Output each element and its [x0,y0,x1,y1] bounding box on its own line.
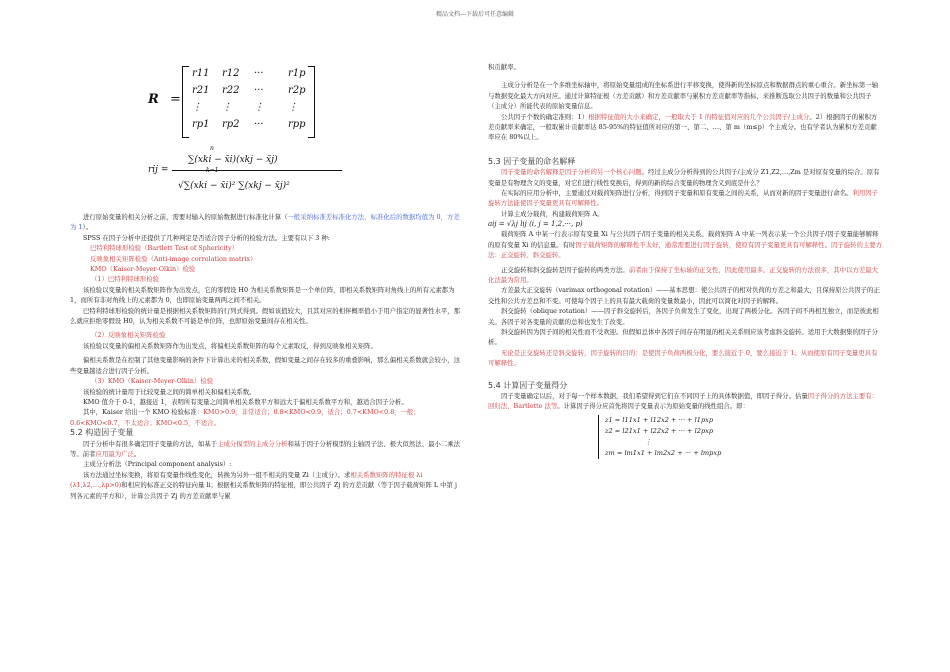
text: ）。 [82,223,93,232]
matrix-cell: rp2 [222,119,240,130]
section-heading: 5.4 计算因子变量得分 [488,380,568,390]
test-item: 反映象相关矩阵检验（Anti-image correlation matrix） [90,254,257,263]
paragraph [488,188,883,209]
test-item: KMO（Kaiser-Meyer-Olkin）检验 [90,265,196,274]
text: 因子变量确定以后，对于每一个样本数据，我们希望得到它们在不同因子上的具体数据值，即因子得分。估量 [501,391,808,400]
paragraph [488,167,883,188]
matrix-grid [192,66,318,132]
subheading: （1）巴特利特球形检验 [91,275,159,284]
loading-formula: aij = √λj lij (i, j = 1,2,···, p) [488,220,583,229]
matrix-left-bracket [182,66,189,138]
text: 正交旋转和斜交旋转是因子旋转的两类方法。 [501,265,629,274]
left-column [70,212,465,501]
section-heading: 5.3 因子变量的命名解释 [488,156,576,166]
matrix-cell: r12 [222,68,240,79]
matrix-cell: rp1 [192,119,210,130]
paragraph [70,212,465,233]
text: 公共因子个数的确定准则：1） [501,112,589,121]
paragraph: 无论是正交旋转还是斜交旋转，因子旋转的目的：是使因子负荷两极分化，要么接近于 0，要么接近于 1。从而使原有因子变量更具有可解释性。 [488,348,878,368]
paragraph [70,407,465,428]
paragraph: 偏相关系数是在控制了其他变量影响的条件下计算出来的相关系数，假如变量之间存在较多的重叠影响，那么偏相关系数就会较小，这些变量越适合进行因子分析。 [70,356,461,375]
text: 其中，Kaiser 给出一个 KMO 检验标准： [83,408,204,417]
rij-denominator: √∑(xki − x̄i)² ∑(xkj − x̄j)² [178,181,290,191]
paragraph: 斜交旋转因为因子间的相关性而不受欢迎。但假如总体中各因子间存在明显的相关关系则应该考虑斜交旋转。适用于大数据集的因子分析。 [488,327,879,347]
right-column [488,62,883,462]
subheading: （2）反映象相关矩阵检验 [91,331,166,340]
text: 。 [133,449,141,458]
rij-sum-top: n [210,145,214,152]
highlight-text: 主成分模型的主成分分析 [217,439,288,448]
paragraph: 巴特利特球形检验的统计量是根据相关系数矩阵的行列式得到。假如该值较大，且其对应的相伴概率值小于用户指定的显著性水平，那么就应拒绝零假设 H0，认为相关系数不可能是单位阵，也即原始变量间存在相关性。 [70,306,461,326]
paragraph: SPSS 在因子分析中还提供了几种判定是否适合因子分析的检验方法。主要有以下 3 种: [83,233,330,242]
equation-line: ⋮ [645,437,652,446]
equation-line: z1 = l11x1 + l12x2 + ··· + l1pxp [605,415,714,424]
highlight-text: 因子变量的命名解释是因子分析的另一个核心问题 [501,168,642,177]
paragraph: 主成分分析是在一个多维坐标轴中，将原始变量组成的坐标系进行平移变换，使得新的坐标原点和数据群点的重心重合。新坐标第一轴与数据变化最大方向对应。通过计算特征根（方差贡献）和方差贡献率与累积方差贡献率等指标，来推断选取公共因子的数量和公共因子（主成分）所能代表的原始变量信息。 [488,81,879,111]
matrix-cell: ⋮ [288,102,298,113]
matrix-cell: ⋮ [222,102,232,113]
highlight-text: KMO>0.9，非常适合；0.8<KMO<0.9，适合；0.7<KMO<0.8，一般；0.6<KMO<0.7，不太适合；KMO<0.5，不适合。 [70,408,420,427]
matrix-cell: rpp [288,119,306,130]
rij-sum-bottom: k=1 [206,167,219,174]
matrix-cell: r1p [288,68,306,79]
paragraph [488,265,883,286]
rij-formula [148,145,368,205]
paragraph [488,391,883,412]
paragraph: 该检验以变量的相关系数矩阵作为出发点，它的零假设 H0 为相关系数矩阵是一个单位阵，即相关系数矩阵对角线上的所有元素都为 1，而所有非对角线上的元素都为 0，也即原始变量两两之间不相关。 [70,285,455,305]
paragraph [488,229,883,260]
paragraph: 斜交旋转（oblique rotation）——因子斜交旋转后，各因子负荷发生了变化，出现了两极分化。各因子间不再相互独立，而是彼此相关。各因子对各变量的贡献的总和也发生了改变。 [488,307,879,326]
subheading: （3）KMO（Kaiser-Meyer-Olkin）检验 [91,377,214,386]
paragraph: 主成分分析法（Principal component analysis）: [83,460,232,469]
text: 在实际的应用分析中，主要通过对载荷矩阵进行分析，得到因子变量和原有变量之间的关系，从而对新的因子变量进行命名。 [501,189,853,198]
paragraph: 该检验的统计量用于比较变量之间的简单相关和偏相关系数。 [83,387,256,396]
matrix-cell: r2p [288,85,306,96]
paragraph: KMO 值介于 0-1，越接近 1，表明所有变量之间简单相关系数平方和远大于偏相关系数平方和，越适合因子分析。 [83,397,408,406]
paragraph [488,112,883,143]
highlight-text: 一般采纳标准差标准化方法，标准化后的数据均值为 0，方差为 1 [70,213,460,232]
matrix-cell: ⋮ [254,102,264,113]
page-header: 精品文档---下载后可任意编辑 [435,11,515,18]
test-item: 巴特利特球形检验（Bartlett Test of Sphericity） [90,244,238,253]
highlight-text: 因子得分的方法主要有：回归法、Bartlette 法等 [488,391,879,411]
rij-fraction-line [172,170,342,171]
equation-line: zm = lm1x1 + lm2x2 + ··· + lmpxp [605,448,722,457]
score-system [598,415,883,459]
matrix-cell: ··· [254,119,264,130]
equation-line: z2 = l21x1 + l22x2 + ··· + l2pxp [605,426,714,435]
text: 和基于因子分析模型的主轴因子法、极大似然法、最小二乘法等。前者 [70,439,461,458]
paragraph: 计算主成分载荷，构建载荷矩阵 A。 [501,209,604,218]
matrix-cell: r11 [192,68,210,79]
highlight-text: 因子载荷矩阵的解释性不太好，通常需要进行因子旋转，使原有因子变量更具有可解释性。因子旋转的主要方法：正交旋转、斜交旋转。 [488,240,883,260]
highlight-text: 前者由于保持了坐标轴的正交性，因此使用最多。正交旋转的方法很多，其中以方差最大化法最为常用。 [488,265,879,284]
highlight-text: 利用因子旋转方法能使因子变量更具有可解释性。 [488,189,879,208]
paragraph [70,470,465,501]
matrix-symbol: R [148,92,159,107]
text: 因子分析中有很多确定因子变量的方法，如基于 [83,439,218,448]
paragraph: 该检验以变量的偏相关系数矩阵作为出发点，将偏相关系数矩阵的每个元素取反，得到反映象相关矩阵。 [83,341,377,350]
text: 。2）根据因子的累积方差贡献率来确定，一般取累计贡献率达 85-95%的特征值所对应的第一、第二、…、第 m（m≤p）个主成分。也有学者认为累积方差贡献率应在 80%以上。 [488,112,878,142]
matrix-cell: ··· [254,68,264,79]
text: 该方法通过坐标变换，将原有变量作线性变化，转换为另外一组不相关的变量 Zi（主成分）。求 [83,470,351,479]
text: 载荷矩阵 A 中某一行表示原有变量 Xi 与公共因子/因子变量的相关关系。载荷矩阵 A 中某一列表示某一个公共因子/因子变量能够解释的原有变量 Xi 的信息量。有时 [488,230,879,249]
highlight-text: 相关系数矩阵的特征根 λi (λ1,λ2,…,λp>0) [70,470,423,490]
rij-label: rij = [148,165,169,175]
paragraph: 积贡献率。 [488,63,520,71]
correlation-matrix [148,62,328,140]
matrix-cell: r22 [222,85,240,96]
paragraph [70,439,465,460]
text: 进行原始变量的相关分析之前，需要对输入的原始数据进行标准化计算（ [83,213,288,221]
matrix-equals: = [170,92,181,107]
matrix-cell: ⋮ [192,102,202,113]
highlight-text: 应用最为广泛 [95,449,134,458]
matrix-cell: r21 [192,85,210,96]
highlight-text: 根据特征值的大小来确定，一般取大于 1 的特征值对应的几个公共因子/主成分 [588,112,810,121]
section-heading: 5.2 构造因子变量 [70,428,134,438]
matrix-right-bracket [308,66,315,138]
paragraph: 方差最大正交旋转（varimax orthogonal rotation）——基本思想：使公共因子的相对负荷的方差之和最大，且保持原公共因子的正交性和公共方差总和不变。可使每个因子上的具有最大载荷的变量数最小，因此可以简化对因子的解释。 [488,286,880,305]
text: 。计算因子得分应首先将因子变量表示为原始变量的线性组合。即： [557,402,749,411]
text: 。经过主成分分析得到的公共因子/主成分 Z1,Z2,…,Zm 是对原有变量的综合。原有变量是有物理含义的变量，对它们进行线性变换后，得到的新的综合变量的物理含义到底是什么？ [488,168,880,187]
rij-numerator: ∑(xki − x̄i)(xkj − x̄j) [188,155,278,165]
text: 和相应的标准正交的特征向量 li；根据相关系数矩阵的特征根，即公共因子 Zj 的方差贡献（等于因子载荷矩阵 L 中第 j 列各元素的平方和），计算公共因子 Zj 的方差贡献率与累 [70,481,457,500]
matrix-cell: ··· [254,85,264,96]
